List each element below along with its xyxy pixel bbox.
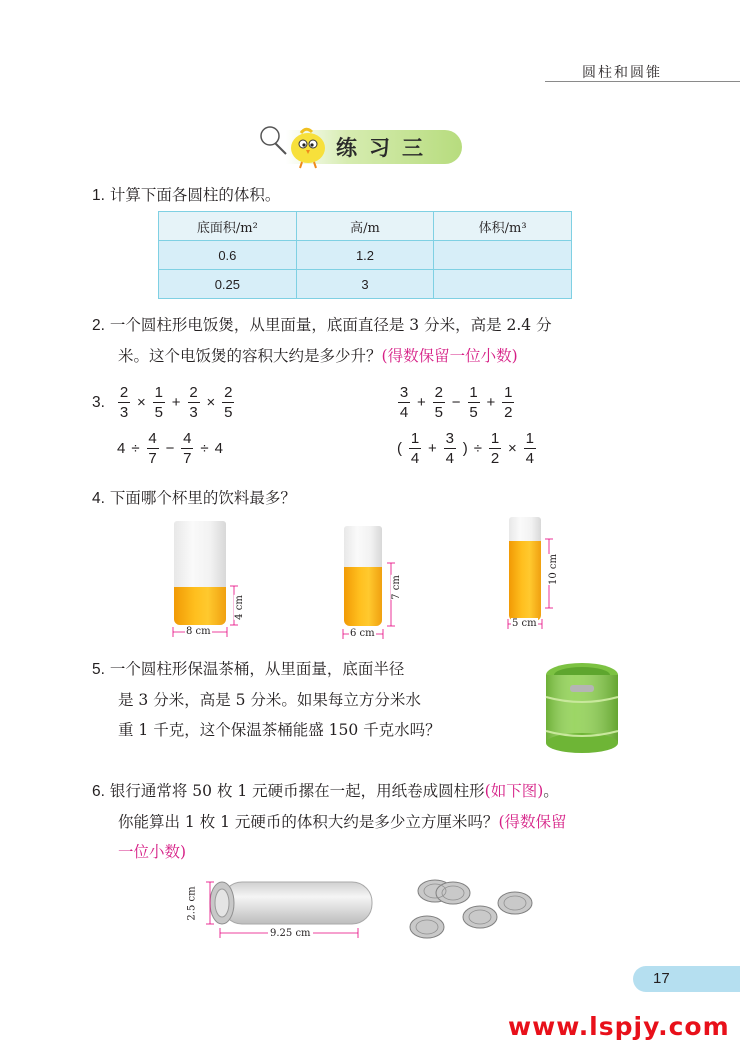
figure-note: (如下图) — [484, 782, 544, 800]
numerator: 2 — [119, 384, 129, 401]
numerator: 3 — [399, 384, 409, 401]
numerator: 4 — [148, 430, 157, 447]
watermark: www.lspjy.com — [508, 1012, 730, 1041]
page-number: 17 — [653, 970, 670, 987]
denominator: 2 — [490, 450, 500, 467]
fraction — [489, 430, 501, 467]
height-label: 10 cm — [548, 554, 559, 585]
numerator: 1 — [504, 384, 513, 401]
question-number: 2. — [92, 317, 105, 334]
operator: ÷ — [473, 440, 482, 457]
table-header-row — [159, 212, 572, 241]
number: 4 — [214, 440, 223, 457]
number: 4 — [117, 440, 126, 457]
question-number: 6. — [92, 783, 105, 800]
operator: × — [508, 440, 517, 457]
roll-height-label: 2.5 cm — [186, 886, 198, 921]
diameter-label: 6 cm — [350, 628, 375, 639]
denominator: 4 — [399, 404, 409, 421]
question-number: 4. — [92, 490, 105, 507]
fraction — [222, 384, 234, 421]
fraction — [153, 384, 165, 421]
fraction — [181, 430, 193, 467]
denominator: 3 — [119, 404, 129, 421]
diameter-label: 5 cm — [512, 618, 537, 629]
operator: ÷ — [200, 440, 209, 457]
question-text-line: 你能算出 1 枚 1 元硬币的体积大约是多少立方厘米吗？ — [118, 813, 499, 831]
operator: + — [417, 394, 426, 411]
rounding-note: (得数保留 — [498, 813, 567, 831]
exercise-banner — [256, 122, 452, 170]
question-5 — [92, 654, 512, 745]
question-2 — [92, 310, 652, 371]
operator: − — [451, 394, 461, 411]
table-cell: 3 — [296, 270, 434, 299]
fraction — [502, 384, 514, 421]
chick-mascot-icon — [256, 122, 336, 170]
numerator: 2 — [224, 384, 233, 401]
numerator: 1 — [410, 430, 420, 447]
question-text-line: 银行通常将 50 枚 1 元硬币摞在一起，用纸卷成圆柱形 — [109, 782, 485, 800]
denominator: 5 — [224, 404, 233, 421]
expression-4 — [397, 430, 537, 467]
fraction — [444, 430, 456, 467]
numerator: 2 — [434, 384, 443, 401]
table-cell-blank — [434, 270, 572, 299]
fraction — [433, 384, 445, 421]
numerator: 2 — [189, 384, 198, 401]
denominator: 7 — [183, 450, 192, 467]
operator: + — [486, 394, 496, 411]
question-text: 计算下面各圆柱的体积。 — [109, 186, 281, 204]
question-text: 下面哪个杯里的饮料最多？ — [109, 489, 296, 507]
numerator: 1 — [469, 384, 478, 401]
table-row — [159, 270, 572, 299]
numerator: 1 — [490, 430, 500, 447]
expression-1 — [117, 384, 235, 421]
fraction — [188, 384, 200, 421]
fraction — [118, 384, 130, 421]
fraction — [468, 384, 480, 421]
cup-1-dimension-lines — [170, 518, 260, 643]
height-label: 4 cm — [233, 595, 245, 620]
cup-1 — [170, 518, 260, 643]
height-label: 7 cm — [390, 575, 402, 600]
page-number-tab — [633, 966, 740, 992]
question-number: 5. — [92, 661, 105, 678]
question-text-line: 米。这个电饭煲的容积大约是多少升？ — [118, 347, 382, 365]
table-row — [159, 241, 572, 270]
denominator: 4 — [410, 450, 420, 467]
numerator: 4 — [183, 430, 192, 447]
numerator: 3 — [445, 430, 454, 447]
coin-roll-figure — [180, 870, 380, 945]
fraction — [147, 430, 159, 467]
operator: × — [206, 394, 216, 411]
question-6 — [92, 776, 672, 867]
operator: ÷ — [131, 440, 140, 457]
cup-2-dimension-lines — [340, 520, 420, 645]
operator: − — [165, 440, 175, 457]
paren: ( — [397, 440, 402, 457]
paren: ) — [462, 440, 468, 457]
tea-bucket-icon — [532, 655, 632, 755]
header-divider — [545, 81, 740, 82]
table-cell-blank — [434, 241, 572, 270]
denominator: 4 — [525, 450, 534, 467]
question-number: 1. — [92, 187, 105, 204]
question-text-line: 一个圆柱形保温茶桶，从里面量，底面半径 — [109, 660, 405, 678]
numerator: 1 — [154, 384, 163, 401]
fraction — [398, 384, 410, 421]
table-cell: 0.25 — [159, 270, 297, 299]
exercise-title: 练习三 — [336, 136, 435, 160]
operator: × — [137, 394, 146, 411]
numerator: 1 — [525, 430, 534, 447]
rounding-note-cont: 一位小数) — [118, 843, 187, 861]
operator: + — [428, 440, 437, 457]
question-text-line: 一个圆柱形电饭煲，从里面量，底面直径是 3 分米，高是 2.4 分 — [109, 316, 552, 334]
denominator: 4 — [445, 450, 454, 467]
rounding-note: (得数保留一位小数) — [381, 347, 518, 365]
table-header-cell: 体积/m³ — [434, 212, 572, 241]
denominator: 5 — [469, 404, 478, 421]
question-4 — [92, 483, 296, 514]
denominator: 7 — [148, 450, 157, 467]
denominator: 5 — [154, 404, 163, 421]
diameter-label: 8 cm — [186, 626, 211, 637]
operator: + — [171, 394, 181, 411]
table-cell: 0.6 — [159, 241, 297, 270]
table-header-cell: 高/m — [296, 212, 434, 241]
expression-2 — [397, 384, 515, 421]
chapter-title: 圆柱和圆锥 — [582, 65, 662, 81]
question-1 — [92, 180, 280, 211]
fraction — [409, 430, 421, 467]
fraction — [524, 430, 536, 467]
table-cell: 1.2 — [296, 241, 434, 270]
punctuation: 。 — [543, 782, 559, 800]
denominator: 3 — [189, 404, 198, 421]
volume-table — [158, 211, 572, 299]
question-number: 3. — [92, 394, 105, 411]
roll-length-label: 9.25 cm — [270, 928, 311, 939]
denominator: 2 — [504, 404, 513, 421]
table-header-cell: 底面积/m² — [159, 212, 297, 241]
question-text-line: 重 1 千克，这个保温茶桶能盛 150 千克水吗？ — [118, 721, 441, 739]
cup-3 — [505, 514, 575, 639]
cup-2 — [340, 520, 420, 645]
question-text-line: 是 3 分米，高是 5 分米。如果每立方分米水 — [118, 691, 421, 709]
denominator: 5 — [434, 404, 443, 421]
coins-icon — [405, 875, 540, 945]
expression-3 — [117, 430, 223, 467]
